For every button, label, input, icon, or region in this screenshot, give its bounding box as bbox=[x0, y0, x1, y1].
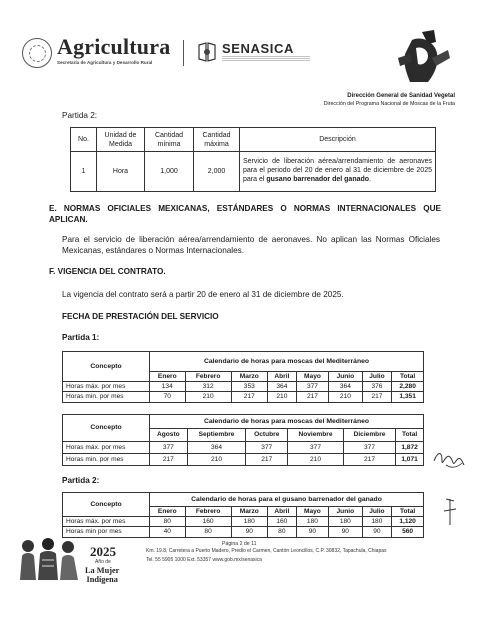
month-header: Febrero bbox=[185, 507, 231, 517]
calendar-caption: Calendario de horas para moscas del Mediterráneo bbox=[150, 415, 424, 429]
total-header: Total bbox=[392, 507, 424, 517]
table-cell: 377 bbox=[343, 442, 395, 454]
row-label: Horas máx. por mes bbox=[63, 442, 150, 454]
partida2-spec-table bbox=[70, 127, 436, 192]
senasica-logo-icon bbox=[196, 41, 218, 65]
table-cell: 210 bbox=[288, 454, 344, 466]
month-header: Marzo bbox=[231, 507, 267, 517]
month-header: Enero bbox=[150, 372, 186, 382]
table-cell: 210 bbox=[267, 392, 296, 402]
month-header: Abril bbox=[267, 507, 296, 517]
table-cell: 180 bbox=[362, 517, 392, 527]
partida2-top-label: Partida 2: bbox=[62, 111, 98, 120]
table-cell: 80 bbox=[150, 517, 186, 527]
col-maxima: Cantidad máxima bbox=[194, 128, 240, 152]
partida1-calendar-table-a bbox=[62, 351, 424, 403]
table-cell: 376 bbox=[362, 382, 392, 392]
section-f-body: La vigencia del contrato será a partir 20 de enero al 31 de diciembre de 2025. bbox=[62, 290, 344, 299]
table-cell: 90 bbox=[329, 527, 363, 537]
month-header: Mayo bbox=[296, 507, 328, 517]
year-sub: Año de bbox=[95, 559, 111, 565]
table-cell: 217 bbox=[246, 454, 288, 466]
table-cell: 210 bbox=[187, 454, 246, 466]
table-cell: 217 bbox=[343, 454, 395, 466]
concept-header: Concepto bbox=[63, 415, 150, 442]
table-cell: 210 bbox=[185, 392, 231, 402]
department-line-1: Dirección General de Sanidad Vegetal bbox=[347, 93, 455, 99]
desc-end: . bbox=[369, 175, 371, 183]
month-header: Noviembre bbox=[288, 429, 344, 442]
year-theme bbox=[85, 566, 119, 584]
section-e-heading: E. NORMAS OFICIALES MEXICANAS, ESTÁNDARES O NORMAS INTERNACIONALES QUE APLICAN. bbox=[49, 204, 441, 224]
row-label: Horas min. por mes bbox=[63, 392, 150, 402]
table-cell: 80 bbox=[185, 527, 231, 537]
month-header: Abril bbox=[267, 372, 296, 382]
signature-icon bbox=[440, 495, 460, 529]
agricultura-subtitle: Secretaría de Agricultura y Desarrollo Rural bbox=[57, 60, 153, 65]
total-cell: 1,071 bbox=[396, 454, 424, 466]
table-cell: 217 bbox=[150, 454, 188, 466]
table-cell: 160 bbox=[185, 517, 231, 527]
year-theme-line1: La Mujer bbox=[85, 566, 120, 575]
mexican-seal-icon bbox=[22, 38, 52, 68]
page-number: Página 2 de 11 bbox=[222, 541, 257, 547]
month-header: Agosto bbox=[150, 429, 188, 442]
department-line-2: Dirección del Programa Nacional de Moscas de la Fruta bbox=[323, 101, 455, 107]
month-header: Septiembre bbox=[187, 429, 246, 442]
table-cell: 90 bbox=[231, 527, 267, 537]
footer-address: Km. 19.8, Carretera a Puerto Madero, Predio el Carmen, Cantón Leoncillos, C.P. 30832, Tapachula, Chiapas bbox=[146, 548, 387, 554]
row-label: Horas máx. por mes bbox=[63, 382, 150, 392]
table-cell: 217 bbox=[362, 392, 392, 402]
footer-tel: Tel. 55 5905 1000 Ext. 53357 www.gob.mx/senasica bbox=[146, 557, 262, 563]
table-cell: 364 bbox=[187, 442, 246, 454]
total-cell: 1,120 bbox=[392, 517, 424, 527]
section-f-heading: F. VIGENCIA DEL CONTRATO. bbox=[49, 267, 166, 276]
total-cell: 2,280 bbox=[392, 382, 424, 392]
concept-header: Concepto bbox=[63, 493, 150, 517]
table-cell: 364 bbox=[329, 382, 363, 392]
table-cell: 70 bbox=[150, 392, 186, 402]
month-header: Junio bbox=[329, 372, 363, 382]
table-cell: 80 bbox=[267, 527, 296, 537]
row-label: Horas máx. por mes bbox=[63, 517, 150, 527]
fecha-heading: FECHA DE PRESTACIÓN DEL SERVICIO bbox=[62, 312, 219, 321]
total-cell: 1,872 bbox=[396, 442, 424, 454]
table-cell: 90 bbox=[362, 527, 392, 537]
table-cell: 377 bbox=[296, 382, 328, 392]
month-header: Enero bbox=[150, 507, 186, 517]
month-header: Febrero bbox=[185, 372, 231, 382]
header-divider bbox=[183, 40, 184, 66]
month-header: Julio bbox=[362, 372, 392, 382]
concept-header: Concepto bbox=[63, 352, 150, 382]
table-cell: 180 bbox=[329, 517, 363, 527]
month-header: Marzo bbox=[231, 372, 267, 382]
row-label: Horas min por mes bbox=[63, 527, 150, 537]
table-cell: 180 bbox=[231, 517, 267, 527]
total-header: Total bbox=[392, 372, 424, 382]
senasica-subtitle-lines bbox=[222, 56, 310, 62]
table-cell: 312 bbox=[185, 382, 231, 392]
col-no: No. bbox=[71, 128, 97, 152]
table-cell: 217 bbox=[231, 392, 267, 402]
table-cell: 40 bbox=[150, 527, 186, 537]
col-minima: Cantidad mínima bbox=[145, 128, 194, 152]
calendar-caption: Calendario de horas para moscas del Mediterráneo bbox=[150, 352, 424, 372]
table-cell: 364 bbox=[267, 382, 296, 392]
calendar-caption: Calendario de horas para el gusano barrenador del ganado bbox=[150, 493, 424, 507]
col-unidad: Unidad de Medida bbox=[97, 128, 145, 152]
year-theme-line2: Indígena bbox=[86, 575, 118, 584]
table-cell: 377 bbox=[150, 442, 188, 454]
row-label: Horas min. por mes bbox=[63, 454, 150, 466]
signature-icon bbox=[432, 447, 466, 471]
partida1-calendar-table-b bbox=[62, 414, 424, 466]
total-cell: 560 bbox=[392, 527, 424, 537]
month-header: Junio bbox=[329, 507, 363, 517]
table-cell: 217 bbox=[296, 392, 328, 402]
table-cell: 377 bbox=[288, 442, 344, 454]
month-header: Julio bbox=[362, 507, 392, 517]
desc-bold: gusano barrenador del ganado bbox=[266, 175, 370, 183]
table-cell: 90 bbox=[296, 527, 328, 537]
cell-minima: 1,000 bbox=[145, 152, 194, 192]
total-cell: 1,351 bbox=[392, 392, 424, 402]
table-cell: 134 bbox=[150, 382, 186, 392]
total-header: Total bbox=[396, 429, 424, 442]
section-e-body: Para el servicio de liberación aérea/arrendamiento de aeronaves. No aplican las Normas Oficiales Mexicanas, estándares o Normas Internacionales. bbox=[62, 235, 440, 255]
partida2-calendar-table bbox=[62, 492, 424, 538]
partida2-label: Partida 2: bbox=[62, 476, 100, 485]
table-cell: 353 bbox=[231, 382, 267, 392]
agricultura-logo-title: Agricultura bbox=[57, 34, 171, 59]
col-descripcion: Descripción bbox=[240, 128, 436, 152]
year-2025: 2025 bbox=[90, 544, 116, 559]
hero-figure-icon bbox=[392, 28, 452, 86]
table-cell: 210 bbox=[329, 392, 363, 402]
table-cell: 180 bbox=[296, 517, 328, 527]
senasica-title: SENASICA bbox=[222, 41, 294, 56]
partida1-label: Partida 1: bbox=[62, 333, 100, 342]
table-cell: 377 bbox=[246, 442, 288, 454]
cell-unidad: Hora bbox=[97, 152, 145, 192]
indigenous-women-icon bbox=[18, 536, 80, 580]
cell-maxima: 2,000 bbox=[194, 152, 240, 192]
cell-descripcion bbox=[240, 152, 436, 192]
table-cell: 160 bbox=[267, 517, 296, 527]
month-header: Diciembre bbox=[343, 429, 395, 442]
cell-no: 1 bbox=[71, 152, 97, 192]
month-header: Mayo bbox=[296, 372, 328, 382]
month-header: Octubre bbox=[246, 429, 288, 442]
desc-text: Servicio de liberación aérea/arrendamiento de aeronaves para el periodo del 20 de enero al 31 de diciembre de 2025 para el bbox=[243, 158, 432, 183]
